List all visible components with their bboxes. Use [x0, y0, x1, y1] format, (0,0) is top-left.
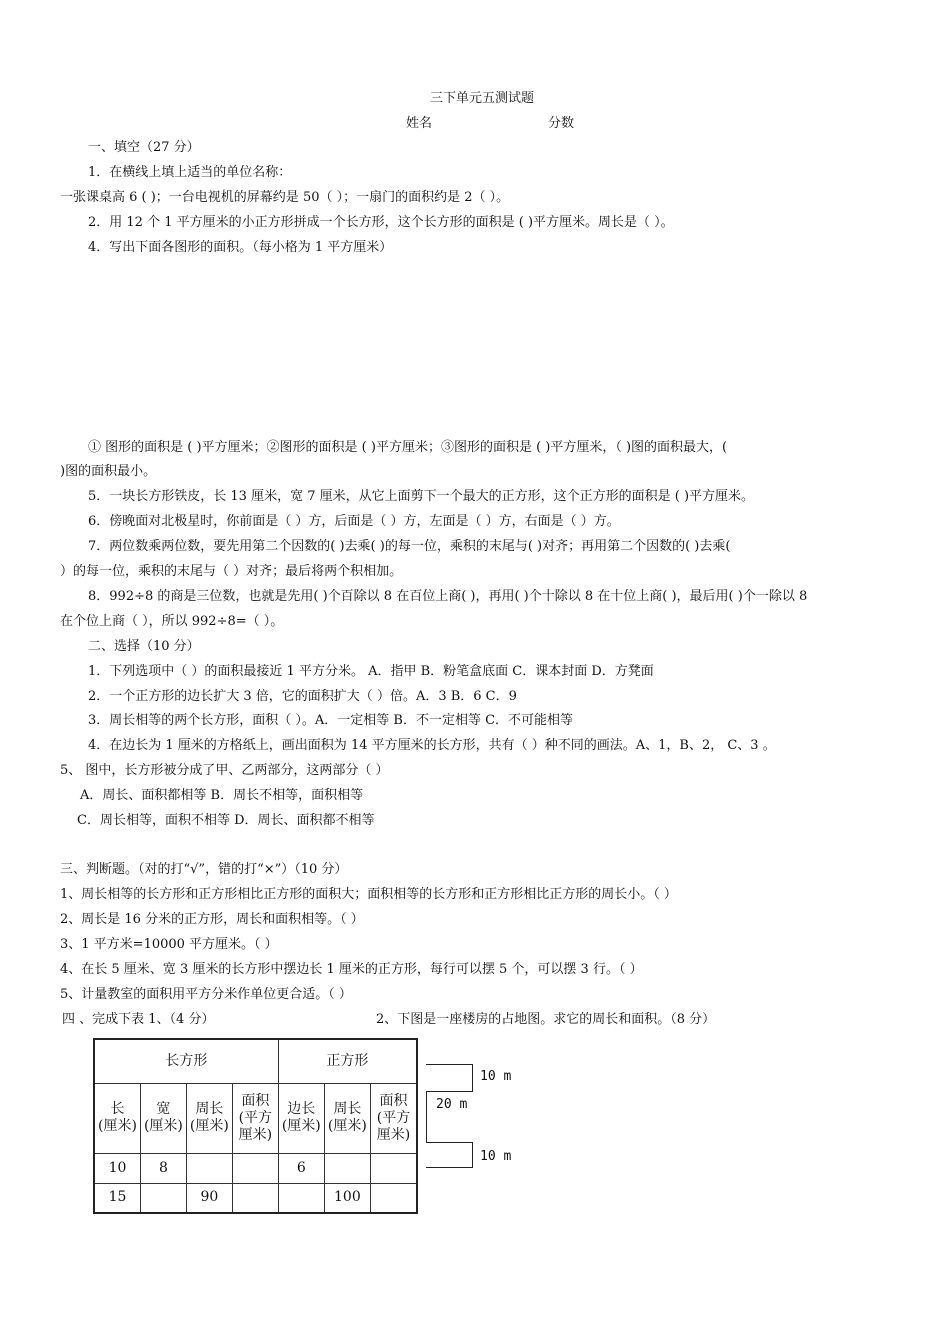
- s1-q8-line2: 在个位上商（ ），所以 992÷8=（ ）。: [60, 614, 284, 629]
- header-perimeter: 周长 (厘米): [186, 1083, 232, 1153]
- s4-q2: 2、下图是一座楼房的占地图。求它的周长和面积。（8 分）: [376, 1012, 716, 1027]
- cell: 6: [278, 1153, 324, 1183]
- cell: 8: [140, 1153, 186, 1183]
- s3-q5: 5、计量教室的面积用平方分米作单位更合适。（ ）: [60, 987, 352, 1002]
- s2-q5: 5、 图中，长方形被分成了甲、乙两部分，这两部分（ ）: [60, 763, 389, 778]
- s2-q3: 3．周长相等的两个长方形，面积（ ）。A．一定相等 B．不一定相等 C．不可能相等: [88, 713, 574, 728]
- header-area: 面积 (平方 厘米): [232, 1083, 278, 1153]
- s1-q1-line: 一张课桌高 6 ( )；一台电视机的屏幕约是 50（ ）；一扇门的面积约是 2（ ）。: [60, 190, 510, 205]
- header-square-area: 面积 (平方 厘米): [371, 1083, 418, 1153]
- cell: [371, 1183, 418, 1213]
- cell: 90: [186, 1183, 232, 1213]
- table-row: [94, 1183, 417, 1213]
- cell: [371, 1153, 418, 1183]
- bottom-dimension-label: 10 m: [480, 1149, 512, 1164]
- s1-q1: 1．在横线上填上适当的单位名称：: [88, 165, 292, 180]
- cell: [186, 1153, 232, 1183]
- s1-q5: 5．一块长方形铁皮，长 13 厘米，宽 7 厘米，从它上面剪下一个最大的正方形，这个正方形的面积是 ( )平方厘米。: [88, 489, 755, 504]
- cell: [140, 1183, 186, 1213]
- s2-q5-options-ab: A．周长、面积都相等 B．周长不相等，面积相等: [80, 788, 364, 803]
- s1-q7-line2: ）的每一位，乘积的末尾与（ ）对齐；最后将两个积相加。: [60, 564, 403, 579]
- cell: 15: [94, 1183, 140, 1213]
- cell: 10: [94, 1153, 140, 1183]
- s2-q2: 2．一个正方形的边长扩大 3 倍，它的面积扩大（ ）倍。A．3 B．6 C．9: [88, 689, 517, 704]
- header-width: 宽 (厘米): [140, 1083, 186, 1153]
- s1-q8-line1: 8．992÷8 的商是三位数，也就是先用( )个百除以 8 在百位上商( )，再用( )个十除以 8 在十位上商( )，最后用( )个一除以 8: [88, 589, 808, 604]
- s1-q4-line2: )图的面积最小。: [60, 464, 157, 479]
- s1-q4: 4．写出下面各图形的面积。（每小格为 1 平方厘米）: [88, 240, 393, 255]
- cell: [232, 1183, 278, 1213]
- section3-heading: 三、判断题。（对的打“√”，错的打“×”）（10 分）: [60, 862, 348, 877]
- s3-q1: 1、周长相等的长方形和正方形相比正方形的面积大；面积相等的长方形和正方形相比正方形的周长小。（ ）: [60, 887, 677, 902]
- section2-heading: 二、选择（10 分）: [88, 639, 200, 654]
- s1-q7-line1: 7．两位数乘两位数，要先用第二个因数的( )去乘( )的每一位，乘积的末尾与( )对齐；再用第二个因数的( )去乘(: [88, 539, 731, 554]
- header-length: 长 (厘米): [94, 1083, 140, 1153]
- table-row: [94, 1153, 417, 1183]
- header-side: 边长 (厘米): [278, 1083, 324, 1153]
- cell: [278, 1183, 324, 1213]
- s3-q3: 3、1 平方米=10000 平方厘米。（ ）: [60, 937, 278, 952]
- cell: [232, 1153, 278, 1183]
- middle-edge: [426, 1091, 428, 1143]
- top-wing-rect: [426, 1064, 473, 1092]
- middle-dimension-label: 20 m: [436, 1097, 468, 1112]
- cell: [324, 1153, 370, 1183]
- cell: 100: [324, 1183, 370, 1213]
- top-dimension-label: 10 m: [480, 1069, 512, 1084]
- group-rectangle: 长方形: [94, 1039, 278, 1083]
- section1-heading: 一、填空（27 分）: [88, 140, 200, 155]
- score-label: 分数: [548, 116, 575, 131]
- bottom-wing-rect: [426, 1142, 473, 1168]
- s2-q4: 4．在边长为 1 厘米的方格纸上，画出面积为 14 平方厘米的长方形，共有（ ）种不同的画法。A、1，B、2， C、3 。: [88, 738, 776, 753]
- s3-q4: 4、在长 5 厘米、宽 3 厘米的长方形中摆边长 1 厘米的正方形，每行可以摆 5 个，可以摆 3 行。（ ）: [60, 962, 643, 977]
- s1-q4-line1: ① 图形的面积是 ( )平方厘米；②图形的面积是 ( )平方厘米；③图形的面积是 ( )平方厘米，（ )图的面积最大，(: [88, 440, 728, 455]
- s2-q5-options-cd: C．周长相等，面积不相等 D．周长、面积都不相等: [77, 813, 375, 828]
- s1-q6: 6．傍晚面对北极星时，你前面是（ ）方，后面是（ ）方，左面是（ ）方，右面是（ ）方。: [88, 514, 620, 529]
- group-square: 正方形: [278, 1039, 417, 1083]
- s3-q2: 2、周长是 16 分米的正方形，周长和面积相等。（ ）: [60, 912, 364, 927]
- section4-heading: 四 、完成下表 1、（4 分）: [62, 1012, 215, 1027]
- s2-q1: 1．下列选项中（ ）的面积最接近 1 平方分米。 A．指甲 B．粉笔盒底面 C．课本封面 D．方凳面: [88, 664, 654, 679]
- s1-q2: 2．用 12 个 1 平方厘米的小正方形拼成一个长方形，这个长方形的面积是 ( )平方厘米。周长是（ ）。: [88, 215, 674, 230]
- header-square-perimeter: 周长 (厘米): [324, 1083, 370, 1153]
- fill-table: [93, 1038, 418, 1214]
- name-label: 姓名: [406, 116, 433, 131]
- page-title: 三下单元五测试题: [430, 91, 535, 106]
